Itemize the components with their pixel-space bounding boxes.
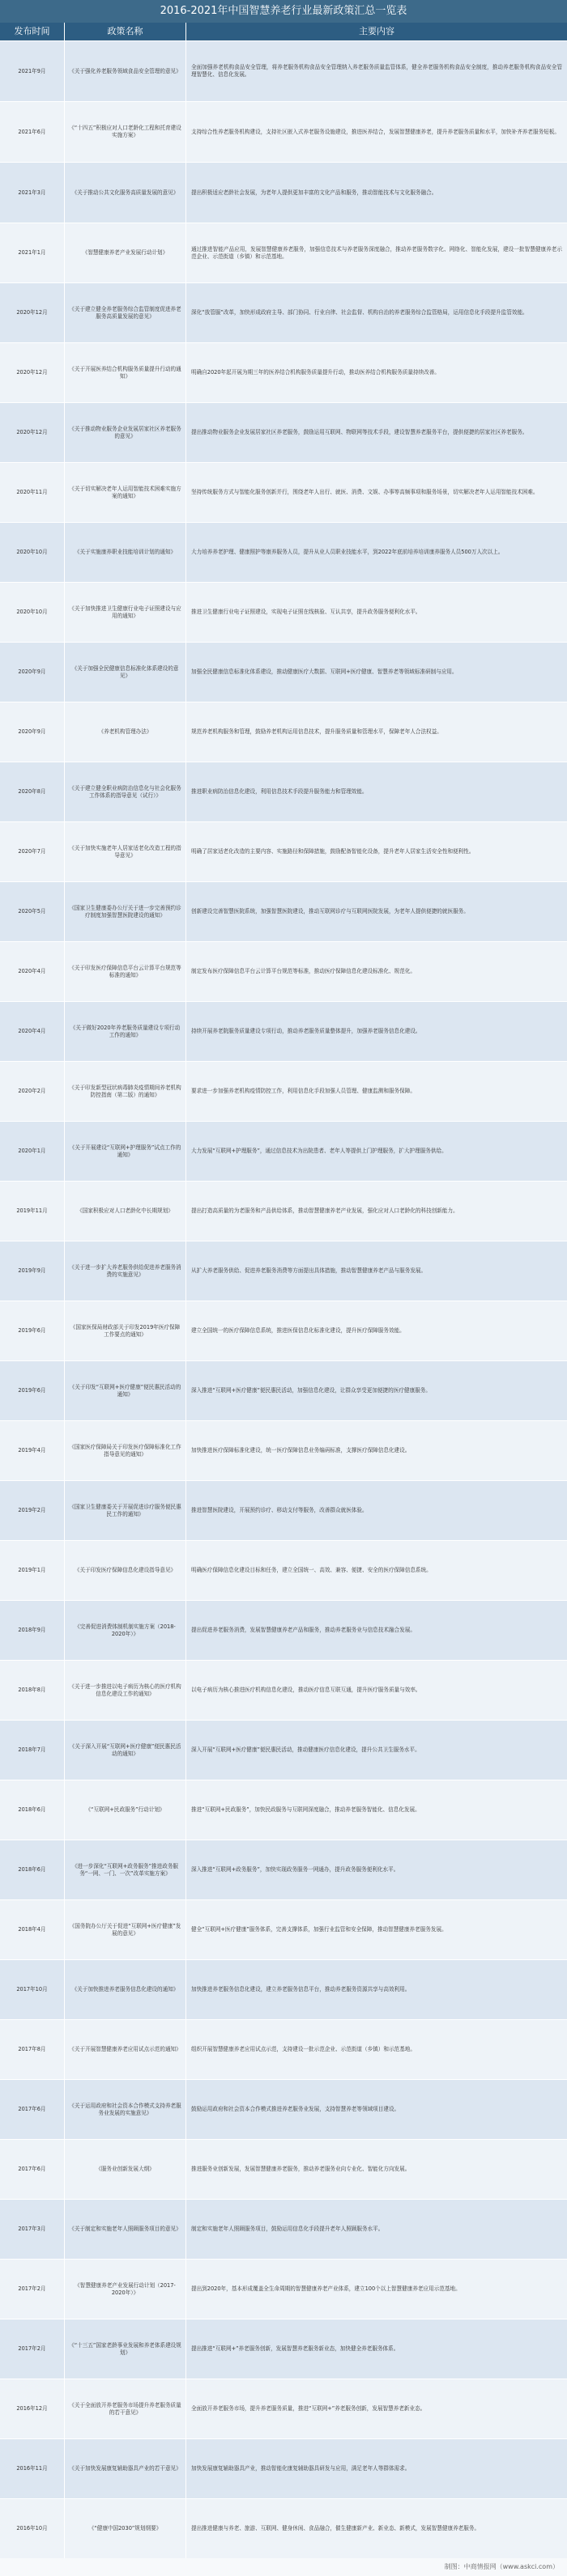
row-policy-name-text: 《关于推动物业服务企业发展居家社区养老服务的意见》 [69,425,181,439]
table-row [0,1899,567,1959]
row-content [186,2499,567,2558]
row-content-text: 推进智慧医院建设，开展预约诊疗、移动支付等服务，改善群众就医体验。 [191,1507,368,1513]
row-date: 2017年6月 [0,2080,65,2139]
table-row [0,2379,567,2438]
row-policy-name [65,702,186,762]
row-content-text: 加快推进养老服务信息化建设，建立养老服务信息平台，推动养老服务资源共享与高效利用。 [191,1986,411,1992]
table-row [0,522,567,582]
row-policy-name [65,41,186,101]
row-content [186,762,567,821]
row-content [186,1241,567,1301]
row-content-text: 大力发展“互联网+护理服务”，通过信息技术为出院患者、老年人等提供上门护理服务，扩大护理服务供给。 [191,1148,447,1154]
row-policy-name-text: 《关于实施康养职业技能培训计划的通知》 [74,549,177,555]
row-policy-name [65,2260,186,2319]
table-row [0,642,567,702]
row-date: 2018年4月 [0,1900,65,1959]
row-policy-name-text: 《关于推动公共文化服务高质量发展的意见》 [71,189,179,196]
row-content [186,1421,567,1480]
row-content [186,702,567,762]
row-date: 2017年10月 [0,1960,65,2019]
row-policy-name [65,283,186,342]
table-row [0,762,567,821]
row-policy-name [65,942,186,1001]
row-content [186,1840,567,1899]
table-row [0,1420,567,1480]
row-content-text: 健全“互联网+医疗健康”服务体系，完善支撑体系，加强行业监管和安全保障，推动智慧健康养老服务发展。 [191,1926,447,1933]
row-policy-name [65,822,186,881]
row-content [186,2260,567,2319]
row-content [186,343,567,402]
row-policy-name-text: 《关于切实解决老年人运用智能技术困难实施方案的通知》 [69,485,181,499]
table-row [0,1780,567,1840]
row-content [186,1780,567,1840]
row-policy-name [65,1062,186,1121]
source-note: 制图：中商情报网（www.askci.com） [0,2558,567,2576]
row-policy-name [65,1601,186,1660]
row-content-text: 要求进一步加强养老机构疫情防控工作，利用信息化手段加强人员管理、健康监测和服务保障。 [191,1088,416,1094]
row-content [186,1900,567,1959]
row-policy-name-text: 《关于印发“互联网+医疗健康”便民惠民活动的通知》 [69,1383,181,1398]
row-date: 2017年6月 [0,2140,65,2199]
table-row [0,1480,567,1540]
table-row [0,582,567,642]
row-policy-name [65,1721,186,1780]
row-content [186,1601,567,1660]
row-date: 2017年3月 [0,2200,65,2259]
row-policy-name-text: 《国家卫生健康委关于开展促进诊疗服务便民惠民工作的通知》 [69,1503,181,1517]
row-content [186,822,567,881]
row-date: 2020年8月 [0,762,65,821]
row-policy-name [65,1122,186,1181]
row-date: 2019年6月 [0,1361,65,1420]
row-content-text: 全面放开养老服务市场，提升养老服务质量，推进“互联网+”养老服务创新，发展智慧养老新业态。 [191,2405,426,2412]
table-body [0,40,567,2558]
row-content-text: 大力培养养老护理、健康照护等康养服务人员，提升从业人员职业技能水平，到2022年底前培养培训康养服务人员500万人次以上。 [191,549,504,555]
row-policy-name [65,102,186,162]
row-policy-name [65,1541,186,1600]
row-content-text: 提出到2020年，基本形成覆盖全生命周期的智慧健康养老产业体系，建立100个以上智慧健康养老应用示范基地。 [191,2285,461,2292]
row-content [186,163,567,223]
row-date: 2020年12月 [0,283,65,342]
table-row [0,2259,567,2319]
row-policy-name [65,2499,186,2558]
row-content [186,1481,567,1540]
row-policy-name-text: 《“十四五”积极应对人口老龄化工程和托育建设实施方案》 [69,125,181,138]
table-row [0,1001,567,1061]
row-policy-name [65,1301,186,1360]
row-policy-name [65,2439,186,2498]
row-policy-name [65,223,186,282]
row-content [186,403,567,462]
row-date: 2019年4月 [0,1421,65,1480]
table-row [0,1181,567,1241]
row-policy-name [65,643,186,702]
table-header [0,23,567,40]
row-date: 2017年8月 [0,2020,65,2079]
row-policy-name-text: 《关于做好2020年养老服务质量建设专项行动工作的通知》 [70,1024,181,1038]
row-policy-name-text: 《关于全面放开养老服务市场提升养老服务质量的若干意见》 [69,2401,181,2416]
row-content-text: 全面加强养老机构食品安全管理，将养老服务机构食品安全管理纳入养老服务质量监管体系，健全养老服务机构食品安全制度，推动养老服务机构食品安全管理智慧化、信息化发展。 [191,64,562,78]
row-policy-name [65,882,186,941]
row-content [186,1122,567,1181]
row-content [186,882,567,941]
row-policy-name-text: 《关于深入开展“互联网+医疗健康”便民惠民活动的通知》 [69,1742,181,1757]
table-row [0,2199,567,2259]
row-policy-name [65,163,186,223]
row-date: 2021年9月 [0,41,65,101]
row-policy-name-text: 《关于加快发展康复辅助器具产业的若干意见》 [69,2465,181,2472]
table-row [0,462,567,522]
row-policy-name [65,463,186,522]
row-policy-name-text: 《国家积极应对人口老龄化中长期规划》 [77,1207,173,1214]
row-policy-name-text: 《关于建立健全养老服务综合监管制度促进养老服务高质量发展的意见》 [69,305,181,320]
row-policy-name [65,2080,186,2139]
table-row [0,2438,567,2498]
row-content-text: 深入开展“互联网+医疗健康”便民惠民活动，推动健康医疗信息化建设，提升公共卫生服务水平。 [191,1746,420,1753]
row-content [186,942,567,1001]
row-content-text: 推进“互联网+民政服务”，加快民政服务与互联网深度融合，推动养老服务智能化、信息化发展。 [191,1806,420,1813]
row-date: 2018年8月 [0,1661,65,1720]
row-content-text: 制定发布医疗保障信息平台云计算平台规范等标准，推动医疗保障信息化建设标准化、规范化。 [191,968,416,974]
row-content [186,102,567,162]
row-content [186,1301,567,1360]
row-policy-name [65,1900,186,1959]
row-policy-name [65,2200,186,2259]
row-policy-name [65,523,186,582]
row-policy-name-text: 《关于加快推进卫生健康行业电子证照建设与应用的通知》 [69,605,181,619]
row-policy-name-text: 《养老机构管理办法》 [98,728,152,735]
table-row [0,1360,567,1420]
row-content-text: 以电子病历为核心推进医疗机构信息化建设，推动医疗信息互联互通，提升医疗服务质量与效率。 [191,1687,421,1693]
row-policy-name-text: 《关于加快推进养老服务信息化建设的通知》 [71,1986,179,1992]
row-date: 2017年2月 [0,2260,65,2319]
header-content: 主要内容 [359,26,394,36]
row-content-text: 明确了居家适老化改造的主要内容、实施路径和保障措施，鼓励配备智能化设备，提升老年人居家生活安全性和便利性。 [191,848,475,855]
row-date: 2021年1月 [0,223,65,282]
row-policy-name [65,343,186,402]
row-date: 2020年7月 [0,822,65,881]
row-date: 2020年10月 [0,523,65,582]
row-date: 2020年11月 [0,463,65,522]
row-content-text: 提出推动物业服务企业发展居家社区养老服务，鼓励运用互联网、物联网等技术手段，建设智慧养老服务平台，提供便捷的居家社区养老服务。 [191,429,528,435]
row-policy-name [65,1241,186,1301]
row-content-text: 加快推进医疗保障标准化建设，统一医疗保障信息业务编码标准，支撑医疗保障信息化建设。 [191,1447,411,1454]
row-content-text: 持续开展养老院服务质量建设专项行动，推动养老服务质量整体提升，加强养老服务信息化建设。 [191,1028,421,1034]
row-policy-name-text: 《关于进一步扩大养老服务供给促进养老服务消费的实施意见》 [69,1263,181,1278]
row-content-text: 推进卫生健康行业电子证照建设，实现电子证照在线核验、互认共享，提升政务服务便利化水平。 [191,609,421,615]
row-policy-name-text: 《进一步深化“互联网+政务服务”推进政务服务“一网、一门、一次”改革实施方案》 [71,1862,179,1877]
row-date: 2020年4月 [0,942,65,1001]
row-date: 2018年7月 [0,1721,65,1780]
table-row [0,1840,567,1899]
table-row [0,2498,567,2558]
row-content-text: 组织开展智慧健康养老应用试点示范，支持建设一批示范企业、示范街道（乡镇）和示范基地。 [191,2046,416,2052]
row-policy-name-text: 《关于印发医疗保障信息化建设指导意见》 [74,1567,177,1573]
row-policy-name-text: 《关于运用政府和社会资本合作模式支持养老服务业发展的实施意见》 [69,2102,181,2116]
row-policy-name-text: 《关于加快实施老年人居家适老化改造工程的指导意见》 [69,844,181,859]
row-policy-name-text: 《服务业创新发展大纲》 [96,2166,155,2172]
table-row [0,881,567,941]
row-date: 2019年9月 [0,1241,65,1301]
table-row [0,402,567,462]
row-date: 2020年5月 [0,882,65,941]
row-policy-name-text: 《国家医疗保障局关于印发医疗保障标准化工作指导意见的通知》 [69,1443,181,1458]
row-date: 2016年10月 [0,2499,65,2558]
row-content [186,283,567,342]
row-policy-name-text: 《关于开展智慧健康养老应用试点示范的通知》 [69,2046,181,2052]
table-row [0,1241,567,1301]
row-policy-name [65,1182,186,1241]
row-content [186,2379,567,2438]
row-content [186,223,567,282]
row-date: 2021年6月 [0,102,65,162]
table-row [0,162,567,223]
table-row [0,40,567,101]
table-row [0,702,567,762]
header-policy-name: 政策名称 [65,23,186,40]
row-content [186,2200,567,2259]
row-policy-name-text: 《关于制定和实施老年人照顾服务项目的意见》 [69,2226,181,2232]
row-content [186,1721,567,1780]
row-policy-name [65,1481,186,1540]
row-policy-name-text: 《国务院办公厅关于促进“互联网+医疗健康”发展的意见》 [69,1922,181,1937]
row-policy-name [65,583,186,642]
row-content-text: 制定和实施老年人照顾服务项目，鼓励运用信息化手段提升老年人照顾服务水平。 [191,2226,384,2232]
row-policy-name [65,2319,186,2379]
row-content-text: 加快发展康复辅助器具产业，推动智能化康复辅助器具研发与应用，满足老年人等群体需求。 [191,2465,411,2472]
table-row [0,1540,567,1600]
row-policy-name [65,403,186,462]
row-content [186,1960,567,2019]
row-policy-name [65,762,186,821]
row-date: 2020年9月 [0,643,65,702]
row-date: 2016年12月 [0,2379,65,2438]
row-content [186,583,567,642]
row-policy-name [65,1840,186,1899]
row-date: 2019年6月 [0,1301,65,1360]
table-row [0,342,567,402]
table-row [0,1959,567,2019]
row-policy-name-text: 《“健康中国2030”规划纲要》 [88,2525,162,2531]
row-date: 2020年12月 [0,343,65,402]
table-row [0,2079,567,2139]
table-row [0,1660,567,1720]
row-policy-name [65,1002,186,1061]
row-policy-name [65,2379,186,2438]
row-policy-name [65,1361,186,1420]
row-content [186,2020,567,2079]
row-policy-name-text: 《完善促进消费体制机制实施方案（2018-2020年）》 [75,1623,176,1637]
table-row [0,1061,567,1121]
row-date: 2021年3月 [0,163,65,223]
row-content-text: 明确医疗保障信息化建设目标和任务，建立全国统一、高效、兼容、便捷、安全的医疗保障信息系统。 [191,1567,432,1573]
row-date: 2020年4月 [0,1002,65,1061]
row-date: 2018年6月 [0,1780,65,1840]
row-content [186,2319,567,2379]
table-row [0,2019,567,2079]
row-content-text: 坚持传统服务方式与智能化服务创新并行，围绕老年人出行、就医、消费、文娱、办事等高频事项和服务场景，切实解决老年人运用智能技术困难。 [191,489,539,495]
row-content-text: 提出积极适应老龄社会发展，为老年人提供更加丰富的文化产品和服务，推动智能技术与文化服务融合。 [191,189,437,196]
row-content [186,41,567,101]
row-content [186,463,567,522]
row-policy-name-text: 《“十三五”国家老龄事业发展和养老体系建设规划》 [69,2341,181,2356]
row-content-text: 深入推进“互联网+医疗健康”便民惠民活动，加强信息化建设，让群众享受更加便捷的医疗健康服务。 [191,1387,431,1394]
row-date: 2019年2月 [0,1481,65,1540]
header-date: 发布时间 [0,23,65,40]
row-policy-name-text: 《关于强化养老服务领域食品安全管理的意见》 [69,67,181,74]
row-date: 2018年9月 [0,1601,65,1660]
row-date: 2020年12月 [0,403,65,462]
row-date: 2017年2月 [0,2319,65,2379]
row-content-text: 提出推进“互联网+”养老服务创新，发展智慧养老服务新业态，加快健全养老服务体系。 [191,2345,399,2352]
row-policy-name-text: 《“互联网+民政服务”行动计划》 [85,1806,165,1813]
row-content [186,2140,567,2199]
row-policy-name [65,1421,186,1480]
row-date: 2018年6月 [0,1840,65,1899]
table-row [0,223,567,282]
row-policy-name-text: 《智慧健康养老产业发展行动计划》 [82,249,168,256]
row-policy-name [65,2020,186,2079]
row-policy-name-text: 《关于开展建设“互联网+护理服务”试点工作的通知》 [69,1144,181,1158]
row-content [186,1002,567,1061]
row-date: 2016年11月 [0,2439,65,2498]
row-content-text: 通过推进智能产品应用，发展智慧健康养老服务，加强信息技术与养老服务深度融合，推动养老服务数字化、网络化、智能化发展，建设一批智慧健康养老示范企业、示范街道（乡镇）和示范基地。 [191,245,562,260]
table-row [0,282,567,342]
row-content-text: 深入推进“互联网+政务服务”，加快实现政务服务一网通办，提升政务服务便利化水平。 [191,1866,399,1873]
row-policy-name [65,1780,186,1840]
table-row [0,1301,567,1360]
table-row [0,821,567,881]
row-policy-name-text: 《关于建立健全职业病防治信息化与社会化服务工作体系的指导意见（试行）》 [69,784,181,799]
row-policy-name-text: 《国家卫生健康委办公厅关于进一步完善预约诊疗制度加强智慧医院建设的通知》 [69,904,181,919]
row-content [186,1661,567,1720]
row-date: 2020年1月 [0,1122,65,1181]
row-content [186,643,567,702]
table-row [0,2139,567,2199]
row-content-text: 建立全国统一的医疗保障信息系统，推进医保信息化标准化建设，提升医疗保障服务效能。 [191,1327,405,1334]
table-row [0,1720,567,1780]
table-row [0,2319,567,2379]
row-content-text: 提出推进健康与养老、旅游、互联网、健身休闲、食品融合，催生健康新产业、新业态、新模式，发展智慧健康养老服务。 [191,2525,480,2531]
row-content [186,1182,567,1241]
row-content [186,523,567,582]
row-policy-name-text: 《关于进一步推进以电子病历为核心的医疗机构信息化建设工作的通知》 [69,1683,181,1697]
row-content [186,1541,567,1600]
row-content [186,2439,567,2498]
row-policy-name-text: 《关于印发新型冠状病毒肺炎疫情期间养老机构防控指南（第二版）的通知》 [69,1084,181,1098]
row-date: 2019年11月 [0,1182,65,1241]
table-row [0,101,567,162]
row-content [186,1062,567,1121]
row-content-text: 支持综合性养老服务机构建设，支持社区嵌入式养老服务设施建设，推进医养结合，发展智慧健康养老，提升养老服务质量和水平，加快补齐养老服务短板。 [191,128,560,135]
row-policy-name [65,1661,186,1720]
table-row [0,1600,567,1660]
row-content-text: 鼓励运用政府和社会资本合作模式推进养老服务业发展，支持智慧养老等领域项目建设。 [191,2106,400,2112]
row-policy-name [65,1960,186,2019]
table-title: 2016-2021年中国智慧养老行业最新政策汇总一览表 [0,0,567,23]
row-date: 2020年10月 [0,583,65,642]
table-row [0,941,567,1001]
row-content-text: 明确自2020年起开展为期三年的医养结合机构服务质量提升行动，推动医养结合机构服务质量持续改善。 [191,369,440,376]
row-content-text: 推进服务业创新发展，发展智慧健康养老服务，推动养老服务业向专业化、智能化方向发展。 [191,2166,411,2172]
table-row [0,1121,567,1181]
row-policy-name-text: 《关于开展医养结合机构服务质量提升行动的通知》 [69,365,181,380]
row-content-text: 加强全民健康信息标准化体系建设，推动健康医疗大数据、互联网+医疗健康、智慧养老等领域标准研制与应用。 [191,668,458,675]
row-policy-name [65,2140,186,2199]
row-content [186,1361,567,1420]
row-policy-name-text: 《关于印发医疗保障信息平台云计算平台规范等标准的通知》 [69,964,181,978]
row-content-text: 推进职业病防治信息化建设，利用信息技术手段提升服务能力和管理效能。 [191,788,368,795]
row-content [186,2080,567,2139]
row-content-text: 规范养老机构服务和管理，鼓励养老机构运用信息技术，提升服务质量和管理水平，保障老年人合法权益。 [191,728,442,735]
row-policy-name-text: 《关于加强全民健康信息标准化体系建设的意见》 [71,664,179,679]
row-date: 2020年9月 [0,702,65,762]
row-content-text: 提出促进养老服务消费，发展智慧健康养老产品和服务，推动养老服务业与信息技术融合发展。 [191,1627,416,1633]
row-content-text: 提出打造高质量的为老服务和产品供给体系，推动智慧健康养老产业发展，强化应对人口老龄化的科技创新能力。 [191,1207,458,1214]
row-date: 2019年1月 [0,1541,65,1600]
row-content-text: 深化“放管服”改革，加快形成政府主导、部门协同、行业自律、社会监督、机构自治的养老服务综合监管格局，运用信息化手段提升监管效能。 [191,309,528,316]
row-date: 2020年2月 [0,1062,65,1121]
row-policy-name-text: 《国家医保局财政部关于印发2019年医疗保障工作要点的通知》 [70,1323,181,1338]
row-policy-name-text: 《智慧健康养老产业发展行动计划（2017-2020年）》 [75,2281,176,2296]
row-content-text: 从扩大养老服务供给、促进养老服务消费等方面提出具体措施，推动智慧健康养老产品与服务发展。 [191,1267,427,1274]
row-content-text: 创新建设完善智慧医院系统，加强智慧医院建设，推动互联网诊疗与互联网医院发展，为老年人提供便捷的就医服务。 [191,908,469,915]
